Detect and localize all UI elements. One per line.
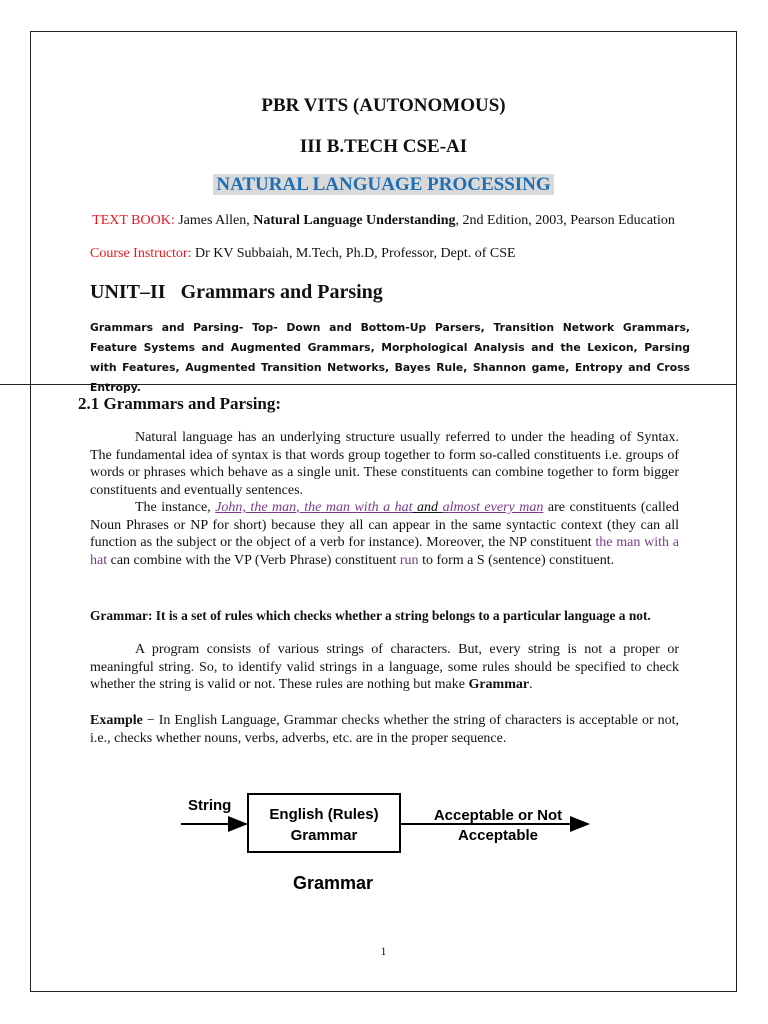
input-label: String: [188, 797, 232, 814]
output-line-2: Acceptable: [457, 827, 539, 844]
example-link-john[interactable]: John, the man: [215, 500, 297, 515]
textbook-label: TEXT BOOK: [92, 213, 171, 228]
diagram-caption: Grammar: [292, 873, 374, 893]
textbook-details: , 2nd Edition, 2003, Pearson Education: [455, 213, 675, 228]
page-number: 1: [380, 944, 387, 958]
section-heading: 2.1 Grammars and Parsing:: [78, 394, 282, 413]
grammar-definition: Grammar: It is a set of rules which checks whether a string belongs to a particular language a not.: [90, 608, 651, 623]
subject-title: [30, 174, 737, 196]
paragraph-program: A program consists of various strings of characters. But, every string is not a proper or meaningful string. So, to identify valid strings in a language, some rules should be specified to check whether the string is valid or not. These rules are nothing but make Grammar.: [90, 642, 679, 692]
paragraph-constituents: The instance, John, the man, the man with a hat and almost every man are constituents (called Noun Phrases or NP for short) because they all can appear in the same syntactic context (they can all function as the subject or the object of a verb for instance). Moreover, the NP constituent the man with a hat can combine with the VP (Verb Phrase) constituent run to form a S (sentence) constituent.: [90, 500, 680, 568]
course-year: III B.TECH CSE-AI: [299, 136, 468, 157]
example-link-man-with-hat[interactable]: the man with a hat: [304, 500, 413, 515]
paragraph-example: Example − In English Language, Grammar checks whether the string of characters is acceptable or not, i.e., checks whether nouns, verbs, adverbs, etc. are in the proper sequence.: [90, 713, 679, 746]
textbook-author: James Allen,: [178, 213, 254, 228]
textbook-line: TEXT BOOK: James Allen, Natural Language Understanding, 2nd Edition, 2003, Pearson Education: [92, 213, 675, 228]
subject-title-text: NATURAL LANGUAGE PROCESSING: [213, 174, 553, 195]
vp-example: run: [399, 552, 419, 568]
example-link-almost-every-man[interactable]: almost every man: [442, 500, 544, 515]
instructor-label: Course Instructor: [90, 246, 188, 261]
box-line-2: Grammar: [290, 827, 358, 844]
instructor-line: Course Instructor: Dr KV Subbaiah, M.Tech, Ph.D, Professor, Dept. of CSE: [90, 246, 516, 261]
paragraph-syntax: Natural language has an underlying structure usually referred to under the heading of Syntax. The fundamental idea of syntax is that words group together to form so-called constituents i.e. groups of words or phrases which behave as a single unit. These constituents can combine together to form bigger constituents and eventually sentences.: [90, 430, 679, 498]
unit-topics: Grammars and Parsing- Top- Down and Bottom-Up Parsers, Transition Network Grammars, Feature Systems and Augmented Grammars, Morphological Analysis and the Lexicon, Parsing with Features, Augmented Transition Networks, Bayes Rule, Shannon game, Entropy and Cross Entropy.: [90, 321, 690, 394]
output-line-1: Acceptable or Not: [433, 807, 563, 824]
example-label: Example: [90, 713, 143, 728]
unit-title: UNIT–II Grammars and Parsing: [90, 281, 383, 303]
instructor-details: Dr KV Subbaiah, M.Tech, Ph.D, Professor, Dept. of CSE: [194, 246, 516, 261]
textbook-title: Natural Language Understanding: [253, 213, 456, 228]
grammar-bold: Grammar: [468, 677, 530, 692]
box-line-1: English (Rules): [269, 806, 379, 823]
grammar-diagram: [178, 784, 598, 904]
np-example: the man with a hat: [90, 535, 680, 568]
institute-title: PBR VITS (AUTONOMOUS): [261, 95, 506, 116]
